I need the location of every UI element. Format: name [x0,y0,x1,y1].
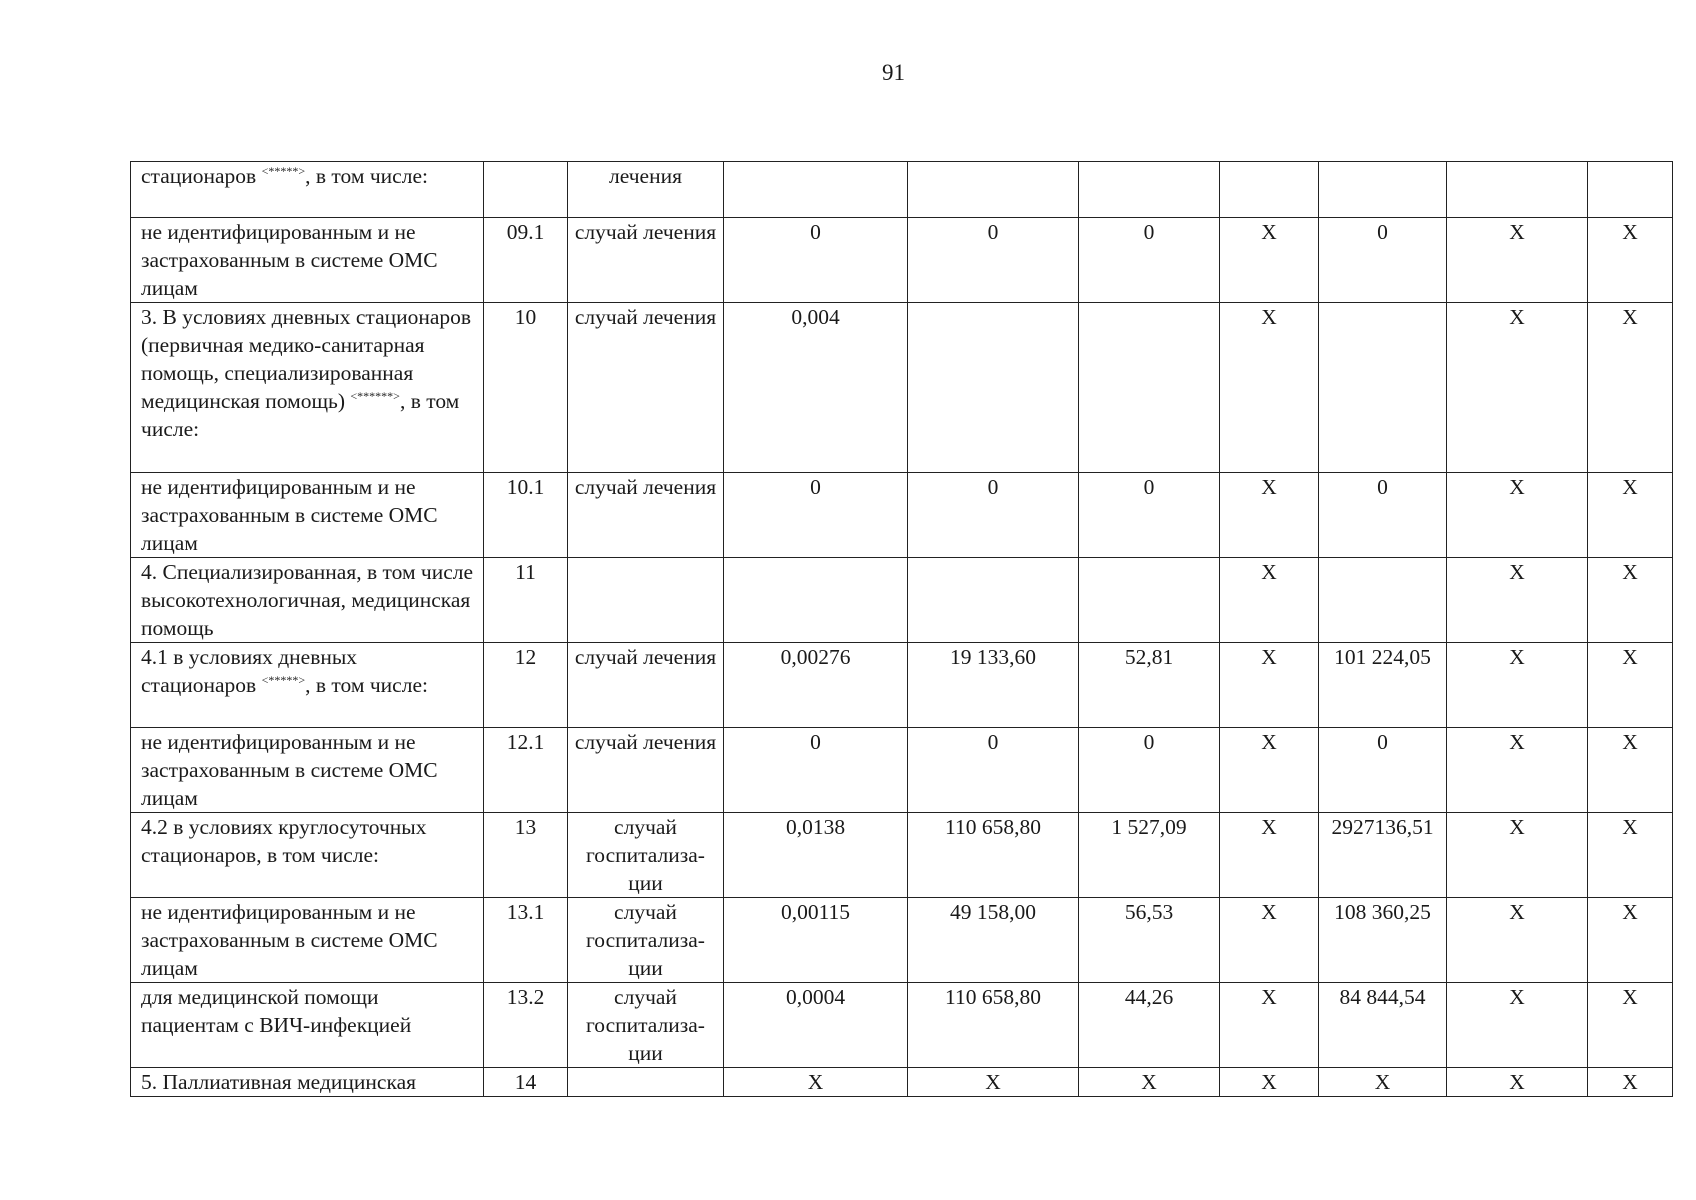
value-cell: 52,81 [1079,643,1220,728]
value-cell: X [1588,813,1673,898]
value-cell: X [1447,473,1588,558]
row-name-cell: стационаров <*****>, в том числе: [131,162,484,218]
line-number-cell: 12 [484,643,568,728]
line-number-cell: 13 [484,813,568,898]
value-cell: 108 360,25 [1319,898,1447,983]
value-cell: 110 658,80 [908,983,1079,1068]
value-cell: X [1447,813,1588,898]
line-number-cell: 12.1 [484,728,568,813]
value-cell: X [1588,728,1673,813]
value-cell: X [1588,643,1673,728]
table-row [131,643,1673,728]
value-cell: X [1220,643,1319,728]
value-cell: X [1220,983,1319,1068]
value-cell: 0 [724,473,908,558]
value-cell: 110 658,80 [908,813,1079,898]
value-cell [1319,162,1447,218]
line-number-cell: 13.1 [484,898,568,983]
value-cell [908,162,1079,218]
row-name-cell: 4.1 в условиях дневных стационаров <*****>, в том числе: [131,643,484,728]
value-cell: X [1220,558,1319,643]
row-name-cell: не идентифицированным и не застрахованным в системе ОМС лицам [131,218,484,303]
value-cell: X [1588,898,1673,983]
value-cell: 0,0004 [724,983,908,1068]
unit-cell: случай госпитализа-ции [568,813,724,898]
unit-cell: случай лечения [568,643,724,728]
value-cell: X [1220,728,1319,813]
row-name-cell: не идентифицированным и не застрахованным в системе ОМС лицам [131,473,484,558]
table-row [131,473,1673,558]
table-row [131,162,1673,218]
table-row [131,898,1673,983]
value-cell: 0,004 [724,303,908,473]
value-cell: 0 [1319,728,1447,813]
table-row [131,728,1673,813]
value-cell: X [724,1068,908,1097]
value-cell: X [1220,303,1319,473]
value-cell: 0 [1079,218,1220,303]
value-cell: X [1588,473,1673,558]
value-cell: 0,00115 [724,898,908,983]
unit-cell: случай госпитализа-ции [568,983,724,1068]
value-cell: 0 [1319,218,1447,303]
table-row [131,1068,1673,1097]
footnote-marker: <*****> [261,164,306,178]
value-cell: 2927136,51 [1319,813,1447,898]
value-cell: 0 [908,728,1079,813]
unit-cell: случай лечения [568,473,724,558]
value-cell: 0 [1319,473,1447,558]
value-cell: X [1447,643,1588,728]
value-cell [1447,162,1588,218]
line-number-cell: 11 [484,558,568,643]
unit-cell: лечения [568,162,724,218]
unit-cell: случай лечения [568,303,724,473]
value-cell [1220,162,1319,218]
value-cell: X [1588,303,1673,473]
value-cell: 44,26 [1079,983,1220,1068]
value-cell: 0 [1079,728,1220,813]
value-cell [724,558,908,643]
value-cell: 0,00276 [724,643,908,728]
value-cell: X [1079,1068,1220,1097]
row-name-cell: 3. В условиях дневных стационаров (первичная медико-санитарная помощь, специализированная медицинская помощь) <******>, в том числе: [131,303,484,473]
value-cell [1319,303,1447,473]
unit-cell [568,1068,724,1097]
line-number-cell: 13.2 [484,983,568,1068]
unit-cell: случай лечения [568,728,724,813]
value-cell [1079,303,1220,473]
table-row [131,218,1673,303]
value-cell: X [1447,303,1588,473]
value-cell: 0 [724,218,908,303]
unit-cell: случай лечения [568,218,724,303]
footnote-marker: <******> [350,389,400,403]
value-cell: 0 [908,218,1079,303]
value-cell: X [1220,898,1319,983]
line-number-cell: 14 [484,1068,568,1097]
value-cell: X [1220,813,1319,898]
value-cell: X [1588,218,1673,303]
value-cell [908,558,1079,643]
value-cell [1079,558,1220,643]
value-cell [724,162,908,218]
page-number: 91 [882,60,905,85]
row-name-cell: 4. Специализированная, в том числе высокотехнологичная, медицинская помощь [131,558,484,643]
value-cell: X [1220,1068,1319,1097]
value-cell: X [1319,1068,1447,1097]
value-cell: X [1588,983,1673,1068]
row-name-cell: не идентифицированным и не застрахованным в системе ОМС лицам [131,728,484,813]
line-number-cell: 09.1 [484,218,568,303]
value-cell: X [1447,898,1588,983]
line-number-cell: 10.1 [484,473,568,558]
value-cell: 84 844,54 [1319,983,1447,1068]
value-cell [1588,162,1673,218]
value-cell [1079,162,1220,218]
value-cell: X [1588,1068,1673,1097]
value-cell: X [1220,218,1319,303]
value-cell: X [908,1068,1079,1097]
table-row [131,558,1673,643]
value-cell: X [1447,728,1588,813]
value-cell [1319,558,1447,643]
unit-cell: случай госпитализа-ции [568,898,724,983]
value-cell: 0 [1079,473,1220,558]
value-cell: X [1447,983,1588,1068]
value-cell: X [1447,1068,1588,1097]
row-name-cell: 5. Паллиативная медицинская [131,1068,484,1097]
value-cell: 0,0138 [724,813,908,898]
value-cell: 0 [908,473,1079,558]
footnote-marker: <*****> [261,673,306,687]
row-name-cell: не идентифицированным и не застрахованным в системе ОМС лицам [131,898,484,983]
table-row [131,983,1673,1068]
row-name-cell: 4.2 в условиях круглосуточных стационаров, в том числе: [131,813,484,898]
value-cell: 19 133,60 [908,643,1079,728]
row-name-cell: для медицинской помощи пациентам с ВИЧ-инфекцией [131,983,484,1068]
value-cell: 1 527,09 [1079,813,1220,898]
value-cell: X [1447,558,1588,643]
value-cell: 101 224,05 [1319,643,1447,728]
value-cell: 0 [724,728,908,813]
value-cell: 49 158,00 [908,898,1079,983]
value-cell: X [1447,218,1588,303]
line-number-cell [484,162,568,218]
value-cell [908,303,1079,473]
value-cell: 56,53 [1079,898,1220,983]
value-cell: X [1220,473,1319,558]
line-number-cell: 10 [484,303,568,473]
value-cell: X [1588,558,1673,643]
financing-table [130,161,1673,1097]
table-row [131,303,1673,473]
unit-cell [568,558,724,643]
table-row [131,813,1673,898]
